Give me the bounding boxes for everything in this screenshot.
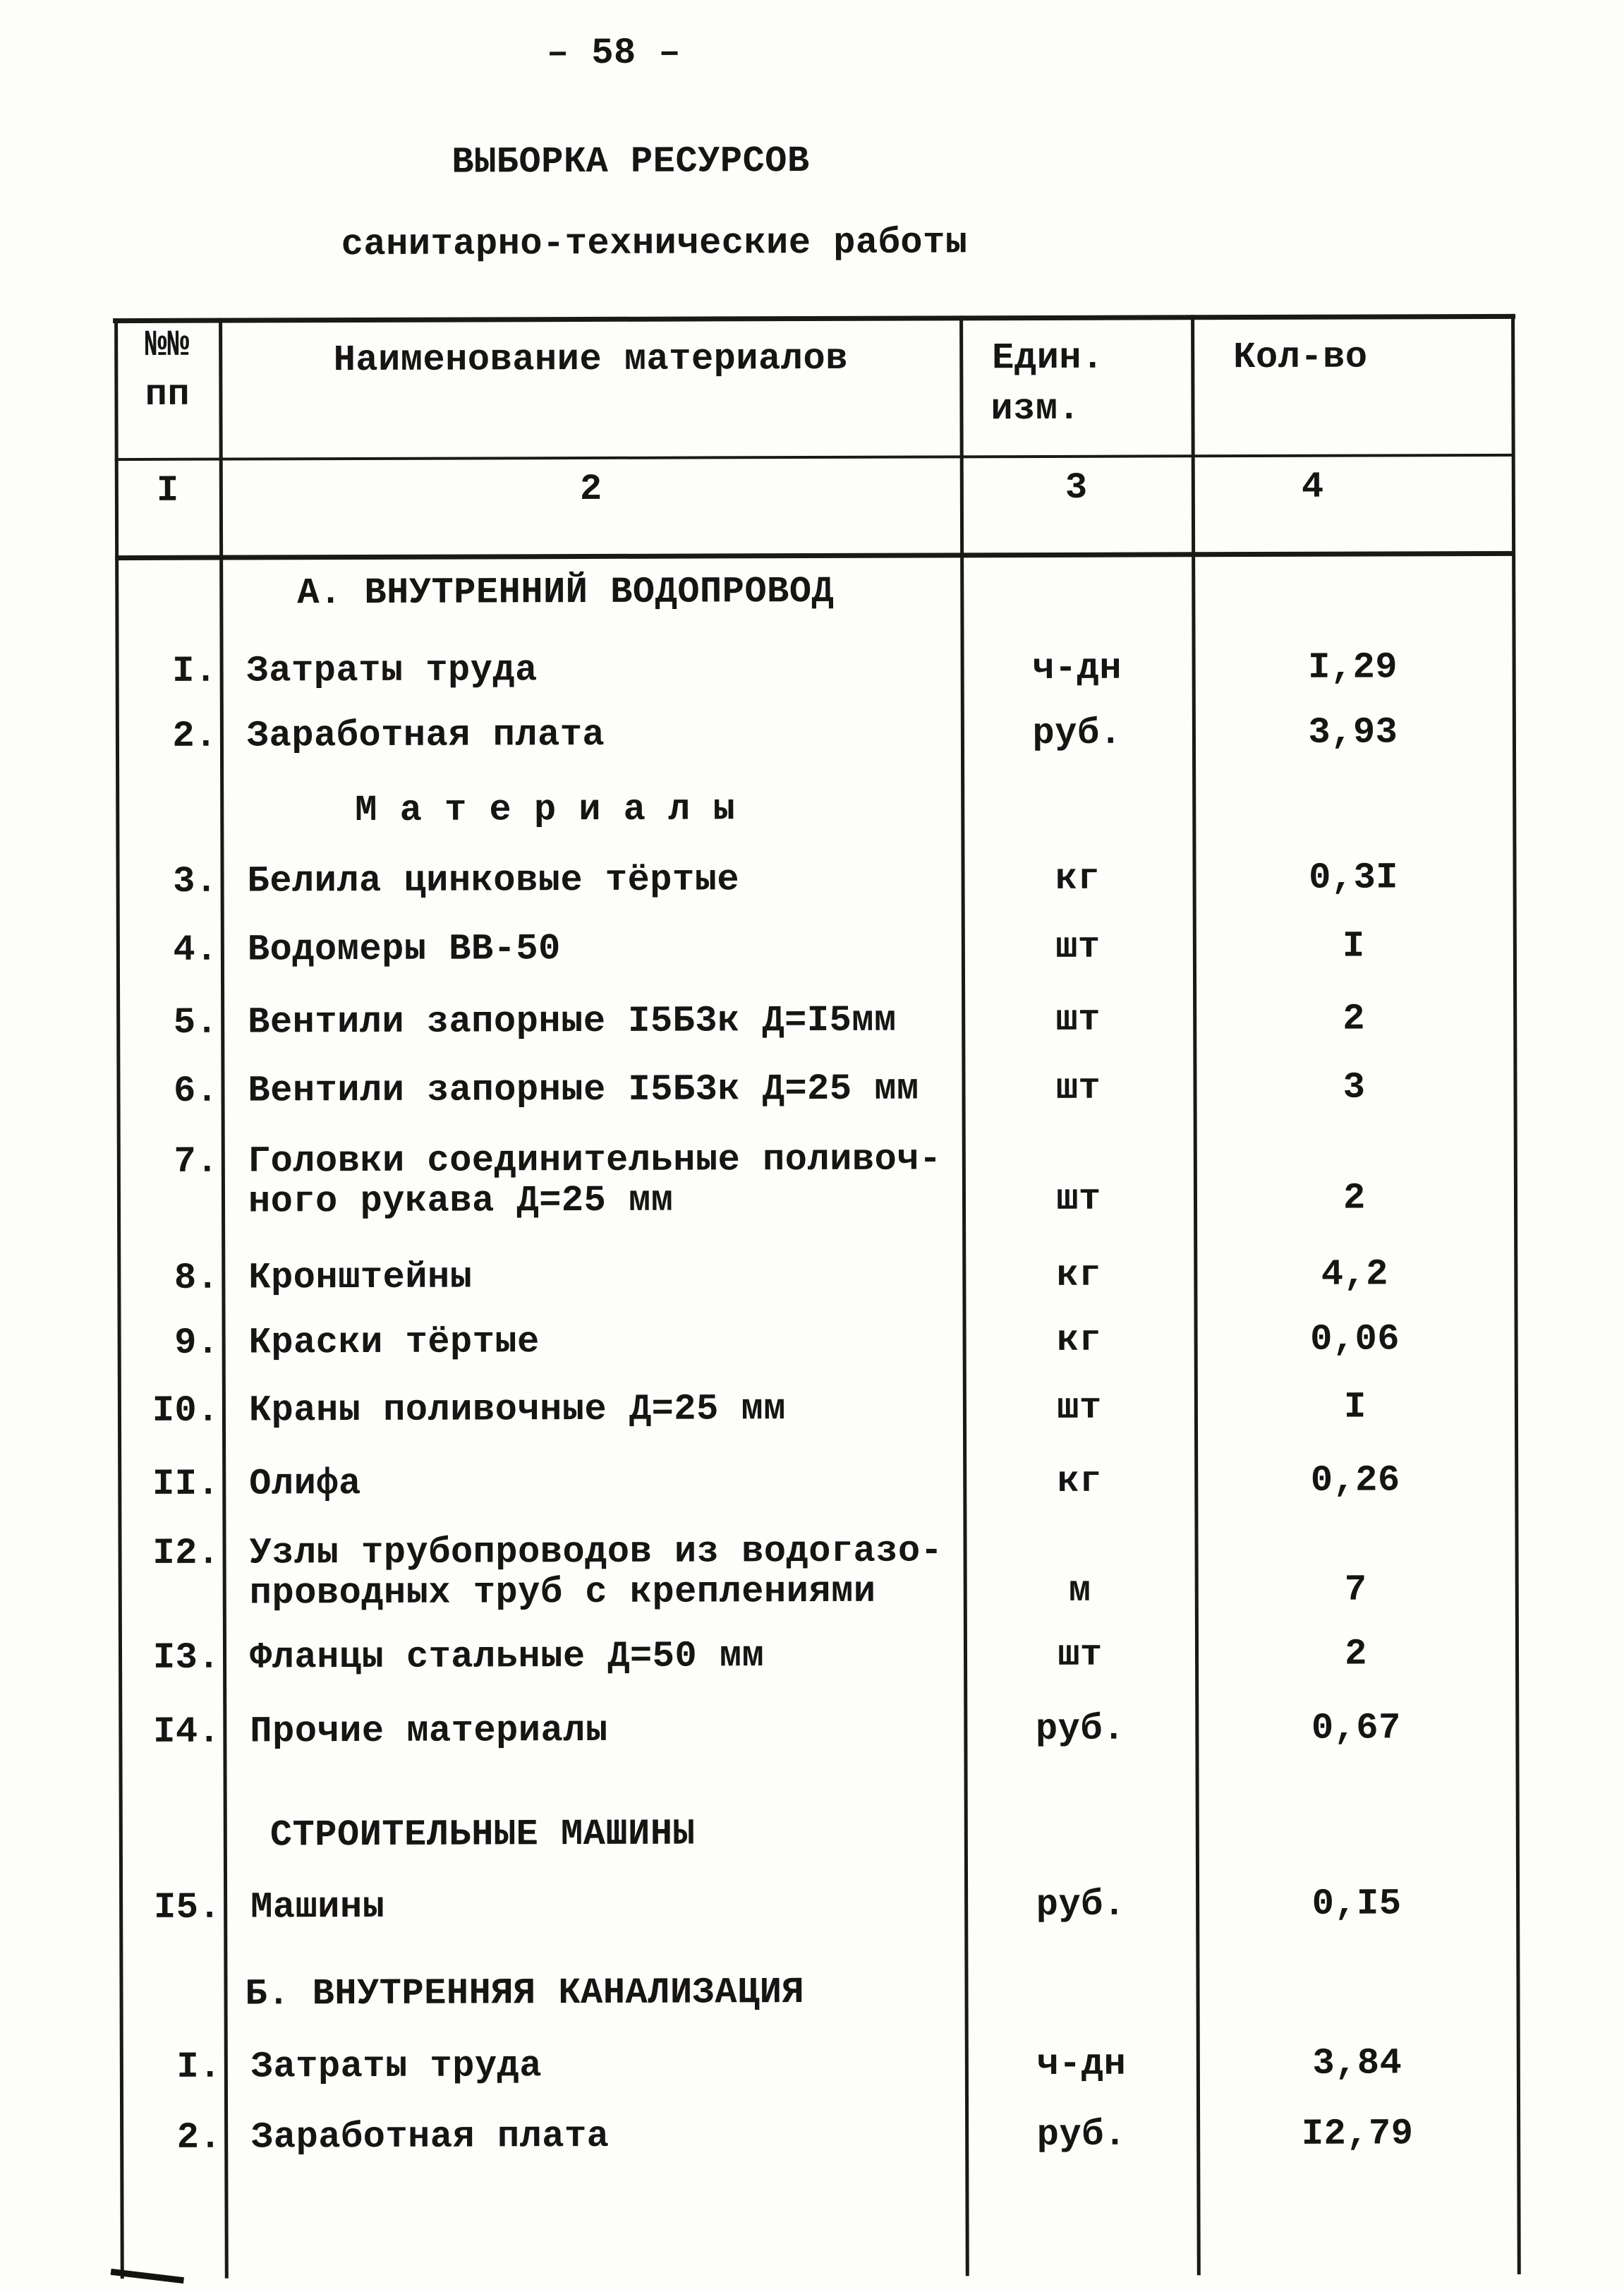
row-unit: кг [1056,1254,1102,1296]
header-col-no-line2: пп [145,373,190,416]
row-quantity: 7 [1344,1569,1367,1611]
row-number: I. [172,650,217,692]
row-name: Краски тёртые [248,1321,540,1364]
row-number: 9. [174,1322,219,1364]
row-quantity: 2 [1343,998,1366,1040]
header-col-unit-line1: Един. [992,337,1104,380]
row-name: Заработная плата [251,2115,610,2159]
row-unit: м [1068,1569,1091,1612]
row-name: Вентили запорные I5Б3к Д=25 мм [248,1068,919,1112]
row-unit: шт [1055,999,1101,1041]
row-quantity: I,29 [1308,646,1398,689]
row-unit: шт [1055,926,1101,968]
row-quantity: 4,2 [1321,1253,1388,1296]
document-subtitle: санитарно-технические работы [341,222,968,266]
section-heading: М а т е р и а л ы [355,788,736,832]
row-unit: кг [1056,1319,1102,1361]
row-quantity: 0,06 [1310,1318,1400,1361]
row-number: I4. [153,1711,221,1753]
row-name: Водомеры ВВ-50 [247,928,561,971]
row-unit: кг [1057,1460,1103,1502]
row-unit: руб. [1036,2113,1127,2157]
header-col-no-line1: №№ [145,324,190,366]
row-number: 3. [173,860,218,903]
row-quantity: 3,84 [1312,2042,1402,2085]
column-number-1: I [156,469,179,512]
row-name: Головки соединительные поливоч- ного рукава Д=25 мм [248,1138,942,1223]
row-quantity: I2,79 [1301,2113,1414,2155]
row-name: Олифа [249,1463,361,1505]
table-colnum-divider [115,551,1515,560]
row-name: Затраты труда [250,2045,543,2088]
row-unit: шт [1056,1178,1101,1220]
row-name: Прочие материалы [250,1709,608,1753]
row-name: Кронштейны [248,1256,473,1299]
row-number: 6. [173,1070,219,1112]
row-quantity: 2 [1343,1177,1366,1219]
row-unit: шт [1058,1634,1103,1676]
row-quantity: I [1343,1386,1367,1428]
row-number: II. [152,1463,220,1505]
row-unit: кг [1055,857,1101,900]
row-unit: ч-дн [1032,647,1122,690]
row-unit: руб. [1032,712,1122,755]
row-quantity: I [1342,925,1365,967]
row-number: 5. [173,1001,219,1044]
row-unit: шт [1055,1067,1101,1109]
row-unit: руб. [1036,1883,1126,1926]
row-number: I3. [152,1636,221,1679]
row-number: I2. [152,1532,220,1574]
row-unit: руб. [1035,1708,1125,1751]
row-number: 4. [173,929,218,971]
page-number: – 58 – [546,32,681,75]
row-quantity: 2 [1345,1633,1367,1675]
row-number: 7. [174,1140,219,1183]
row-quantity: 0,26 [1310,1459,1400,1502]
row-number: I. [176,2046,222,2088]
scan-artifact [111,2269,184,2284]
table-divider-col1 [219,318,229,2279]
column-number-3: 3 [1065,466,1088,509]
row-number: 8. [174,1257,219,1299]
row-name: Машины [250,1886,385,1929]
row-quantity: 0,67 [1311,1707,1401,1749]
header-col-qty: Кол-во [1233,336,1368,379]
row-number: I0. [152,1389,220,1432]
row-name: Краны поливочные Д=25 мм [248,1388,786,1432]
section-heading: Б. ВНУТРЕННЯЯ КАНАЛИЗАЦИЯ [245,1972,805,2015]
column-number-2: 2 [579,468,602,511]
header-col-unit-line2: изм. [990,387,1081,430]
document-title: ВЫБОРКА РЕСУРСОВ [452,140,810,183]
row-number: I5. [153,1886,222,1929]
row-number: 2. [176,2116,222,2159]
row-name: Вентили запорные I5Б3к Д=I5мм [248,999,897,1044]
row-quantity: 3,93 [1308,711,1398,754]
header-col-name: Наименование материалов [333,337,848,382]
section-heading: СТРОИТЕЛЬНЫЕ МАШИНЫ [269,1813,696,1857]
row-name: Фланцы стальные Д=50 мм [249,1635,765,1679]
row-name: Белила цинковые тёртые [247,859,740,903]
row-quantity: 3 [1343,1066,1366,1109]
section-heading: А. ВНУТРЕННИЙ ВОДОПРОВОД [297,570,835,615]
row-name: Узлы трубопроводов из водогазо- проводных труб с креплениями [249,1530,943,1615]
row-unit: ч-дн [1036,2043,1127,2086]
column-number-4: 4 [1301,466,1324,508]
row-name: Заработная плата [246,713,605,757]
row-quantity: 0,3I [1309,857,1399,899]
row-quantity: 0,I5 [1311,1883,1402,1925]
table-header-divider [115,454,1515,461]
row-name: Затраты труда [246,649,538,692]
table-top-border [113,314,1515,323]
row-number: 2. [172,715,218,757]
row-unit: шт [1057,1387,1102,1429]
